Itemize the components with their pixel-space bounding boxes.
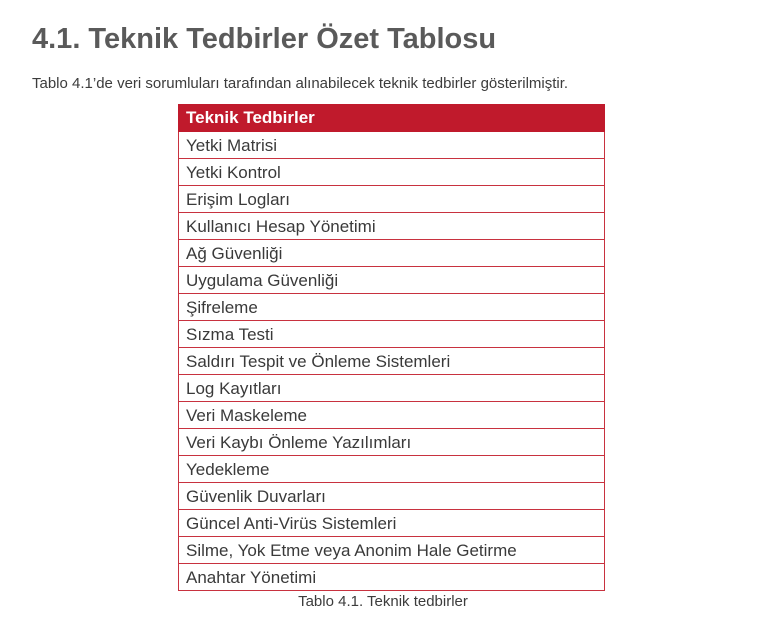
table-cell: Saldırı Tespit ve Önleme Sistemleri [179,348,605,375]
table-cell: Anahtar Yönetimi [179,564,605,591]
table-cell: Yetki Kontrol [179,159,605,186]
intro-paragraph: Tablo 4.1’de veri sorumluları tarafından alınabilecek teknik tedbirler gösterilmiştir. [32,75,569,92]
technical-measures-table [178,104,605,591]
table-row [179,483,605,510]
table-header-row [179,105,605,132]
table-row [179,402,605,429]
table-cell: Silme, Yok Etme veya Anonim Hale Getirme [179,537,605,564]
table-cell: Veri Kaybı Önleme Yazılımları [179,429,605,456]
table-row [179,429,605,456]
table-cell: Yedekleme [179,456,605,483]
table-cell: Log Kayıtları [179,375,605,402]
table-row [179,294,605,321]
table-cell: Şifreleme [179,294,605,321]
table-cell: Güncel Anti-Virüs Sistemleri [179,510,605,537]
table-cell: Uygulama Güvenliği [179,267,605,294]
table-header-cell: Teknik Tedbirler [179,105,605,132]
table-row [179,159,605,186]
table-row [179,321,605,348]
table-cell: Yetki Matrisi [179,132,605,159]
table-row [179,213,605,240]
table-body [179,132,605,591]
table-row [179,456,605,483]
table-row [179,132,605,159]
technical-measures-table-wrapper [178,104,605,591]
table-cell: Güvenlik Duvarları [179,483,605,510]
table-row [179,375,605,402]
table-row [179,510,605,537]
table-cell: Erişim Logları [179,186,605,213]
table-row [179,348,605,375]
table-cell: Ağ Güvenliği [179,240,605,267]
table-cell: Veri Maskeleme [179,402,605,429]
table-row [179,240,605,267]
table-row [179,564,605,591]
table-row [179,186,605,213]
table-row [179,537,605,564]
table-cell: Kullanıcı Hesap Yönetimi [179,213,605,240]
table-row [179,267,605,294]
page-title: 4.1. Teknik Tedbirler Özet Tablosu [32,23,497,56]
table-caption: Tablo 4.1. Teknik tedbirler [298,593,468,610]
table-cell: Sızma Testi [179,321,605,348]
